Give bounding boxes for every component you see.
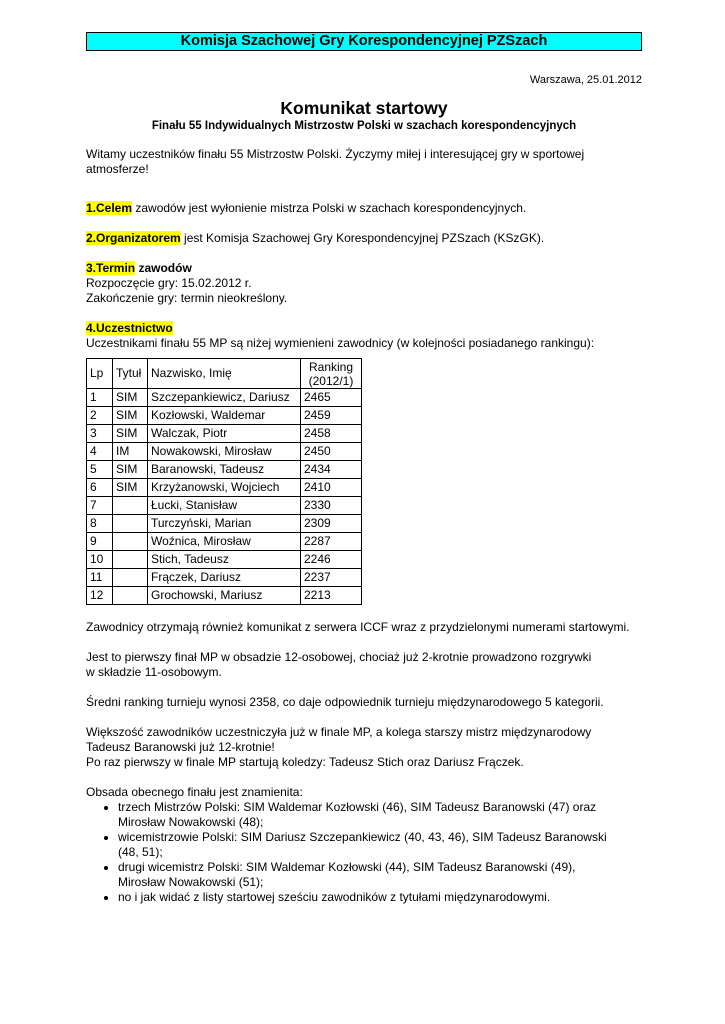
list-item: [118, 830, 642, 860]
table-row: [87, 443, 362, 461]
cell-ranking: 2450: [301, 443, 362, 461]
cell-title: [113, 515, 148, 533]
cell-lp: 2: [87, 407, 113, 425]
cell-title: SIM: [113, 461, 148, 479]
table-row: [87, 497, 362, 515]
header-ranking: [301, 359, 362, 389]
cell-title: SIM: [113, 389, 148, 407]
cell-title: [113, 551, 148, 569]
cell-title: [113, 569, 148, 587]
section-organizer-text: jest Komisja Szachowej Gry Korespondencyjnej PZSzach (KSzGK).: [180, 231, 545, 245]
header-title: Tytuł: [113, 359, 148, 389]
players-table: [86, 358, 362, 605]
table-row: [87, 389, 362, 407]
list-item-line1: trzech Mistrzów Polski: SIM Waldemar Kozłowski (46), SIM Tadeusz Baranowski (47) oraz: [118, 800, 597, 814]
list-item-line2: Mirosław Nowakowski (51);: [118, 875, 264, 889]
table-row: [87, 479, 362, 497]
term-start: Rozpoczęcie gry: 15.02.2012 r.: [86, 276, 252, 290]
first-final-line2: w składzie 11-osobowym.: [86, 665, 222, 679]
list-item-line1: wicemistrzowie Polski: SIM Dariusz Szczepankiewicz (40, 43, 46), SIM Tadeusz Baranowski: [118, 830, 607, 844]
cell-title: IM: [113, 443, 148, 461]
cell-name: Baranowski, Tadeusz: [148, 461, 301, 479]
participation-text: Uczestnikami finału 55 MP są niżej wymienieni zawodnicy (w kolejności posiadanego rankingu):: [86, 336, 595, 350]
intro-paragraph: Witamy uczestników finału 55 Mistrzostw Polski. Życzymy miłej i interesującej gry w sportowej atmosferze!: [86, 147, 585, 176]
cell-lp: 1: [87, 389, 113, 407]
cell-title: SIM: [113, 479, 148, 497]
table-row: [87, 551, 362, 569]
term-end: Zakończenie gry: termin nieokreślony.: [86, 291, 288, 305]
experience-line1: Większość zawodników uczestniczyła już w finale MP, a kolega starszy mistrz międzynarodowy: [86, 725, 592, 739]
place-date: Warszawa, 25.01.2012: [529, 74, 642, 86]
cell-name: Woźnica, Mirosław: [148, 533, 301, 551]
table-row: [87, 533, 362, 551]
cell-name: Walczak, Piotr: [148, 425, 301, 443]
section-goal-text: zawodów jest wyłonienie mistrza Polski w szachach korespondencyjnych.: [132, 201, 527, 215]
list-item-line1: drugi wicemistrz Polski: SIM Waldemar Kozłowski (44), SIM Tadeusz Baranowski (49),: [118, 860, 576, 874]
cell-lp: 4: [87, 443, 113, 461]
cell-ranking: 2410: [301, 479, 362, 497]
list-item-line1: no i jak widać z listy startowej sześciu zawodników z tytułami międzynarodowymi.: [118, 890, 551, 904]
lineup-list: [86, 800, 642, 905]
cell-lp: 10: [87, 551, 113, 569]
cell-ranking: 2459: [301, 407, 362, 425]
list-item: [118, 890, 642, 905]
list-item-line2: Mirosław Nowakowski (48);: [118, 815, 264, 829]
table-row: [87, 461, 362, 479]
document-subtitle: Finału 55 Indywidualnych Mistrzostw Polski w szachach korespondencyjnych: [151, 120, 577, 132]
section-goal: [86, 201, 642, 216]
list-item: [118, 800, 642, 830]
cell-title: SIM: [113, 407, 148, 425]
cell-ranking: 2246: [301, 551, 362, 569]
experience-line2: Tadeusz Baranowski już 12-krotnie!: [86, 740, 275, 754]
table-body: [87, 389, 362, 605]
list-item: [118, 860, 642, 890]
cell-lp: 9: [87, 533, 113, 551]
header-name: Nazwisko, Imię: [148, 359, 301, 389]
cell-ranking: 2287: [301, 533, 362, 551]
section-term: [86, 261, 642, 276]
average-ranking-paragraph: Średni ranking turnieju wynosi 2358, co daje odpowiednik turnieju międzynarodowego 5 kategorii.: [86, 695, 604, 709]
cell-name: Nowakowski, Mirosław: [148, 443, 301, 461]
cell-title: [113, 533, 148, 551]
cell-name: Łucki, Stanisław: [148, 497, 301, 515]
section-organizer-heading: 2.Organizatorem: [86, 231, 181, 245]
cell-ranking: 2465: [301, 389, 362, 407]
header-ranking-line1: Ranking: [308, 359, 354, 374]
lineup-intro: Obsada obecnego finału jest znamienita:: [86, 785, 303, 799]
cell-name: Kozłowski, Waldemar: [148, 407, 301, 425]
cell-ranking: 2237: [301, 569, 362, 587]
cell-title: [113, 497, 148, 515]
cell-name: Krzyżanowski, Wojciech: [148, 479, 301, 497]
section-participation-heading: 4.Uczestnictwo: [86, 321, 173, 335]
cell-lp: 7: [87, 497, 113, 515]
table-header-row: [87, 359, 362, 389]
table-row: [87, 425, 362, 443]
table-row: [87, 587, 362, 605]
first-final-line1: Jest to pierwszy finał MP w obsadzie 12-osobowej, chociaż już 2-krotnie prowadzono rozgrywki: [86, 650, 592, 664]
cell-ranking: 2434: [301, 461, 362, 479]
experience-line3: Po raz pierwszy w finale MP startują koledzy: Tadeusz Stich oraz Dariusz Frączek.: [86, 755, 524, 769]
header-ranking-line2: (2012/1): [308, 373, 354, 388]
iccf-paragraph: Zawodnicy otrzymają również komunikat z serwera ICCF wraz z przydzielonymi numerami startowymi.: [86, 620, 630, 634]
table-row: [87, 407, 362, 425]
table-row: [87, 569, 362, 587]
document-page: [86, 32, 642, 905]
cell-title: SIM: [113, 425, 148, 443]
cell-name: Stich, Tadeusz: [148, 551, 301, 569]
section-organizer: [86, 231, 642, 246]
section-goal-heading: 1.Celem: [86, 201, 133, 215]
cell-lp: 3: [87, 425, 113, 443]
cell-lp: 12: [87, 587, 113, 605]
list-item-line2: (48, 51);: [118, 845, 163, 859]
section-term-heading: 3.Termin: [86, 261, 136, 275]
cell-name: Frączek, Dariusz: [148, 569, 301, 587]
table-row: [87, 515, 362, 533]
cell-ranking: 2458: [301, 425, 362, 443]
document-title: Komunikat startowy: [280, 98, 448, 118]
cell-ranking: 2213: [301, 587, 362, 605]
cell-name: Szczepankiewicz, Dariusz: [148, 389, 301, 407]
section-term-heading-rest: zawodów: [135, 261, 192, 275]
cell-lp: 8: [87, 515, 113, 533]
cell-name: Turczyński, Marian: [148, 515, 301, 533]
cell-lp: 6: [87, 479, 113, 497]
cell-lp: 5: [87, 461, 113, 479]
cell-title: [113, 587, 148, 605]
header-lp: Lp: [87, 359, 113, 389]
cell-ranking: 2330: [301, 497, 362, 515]
organization-banner: Komisja Szachowej Gry Korespondencyjnej PZSzach: [86, 32, 642, 51]
cell-lp: 11: [87, 569, 113, 587]
cell-ranking: 2309: [301, 515, 362, 533]
cell-name: Grochowski, Mariusz: [148, 587, 301, 605]
section-participation: [86, 321, 642, 336]
